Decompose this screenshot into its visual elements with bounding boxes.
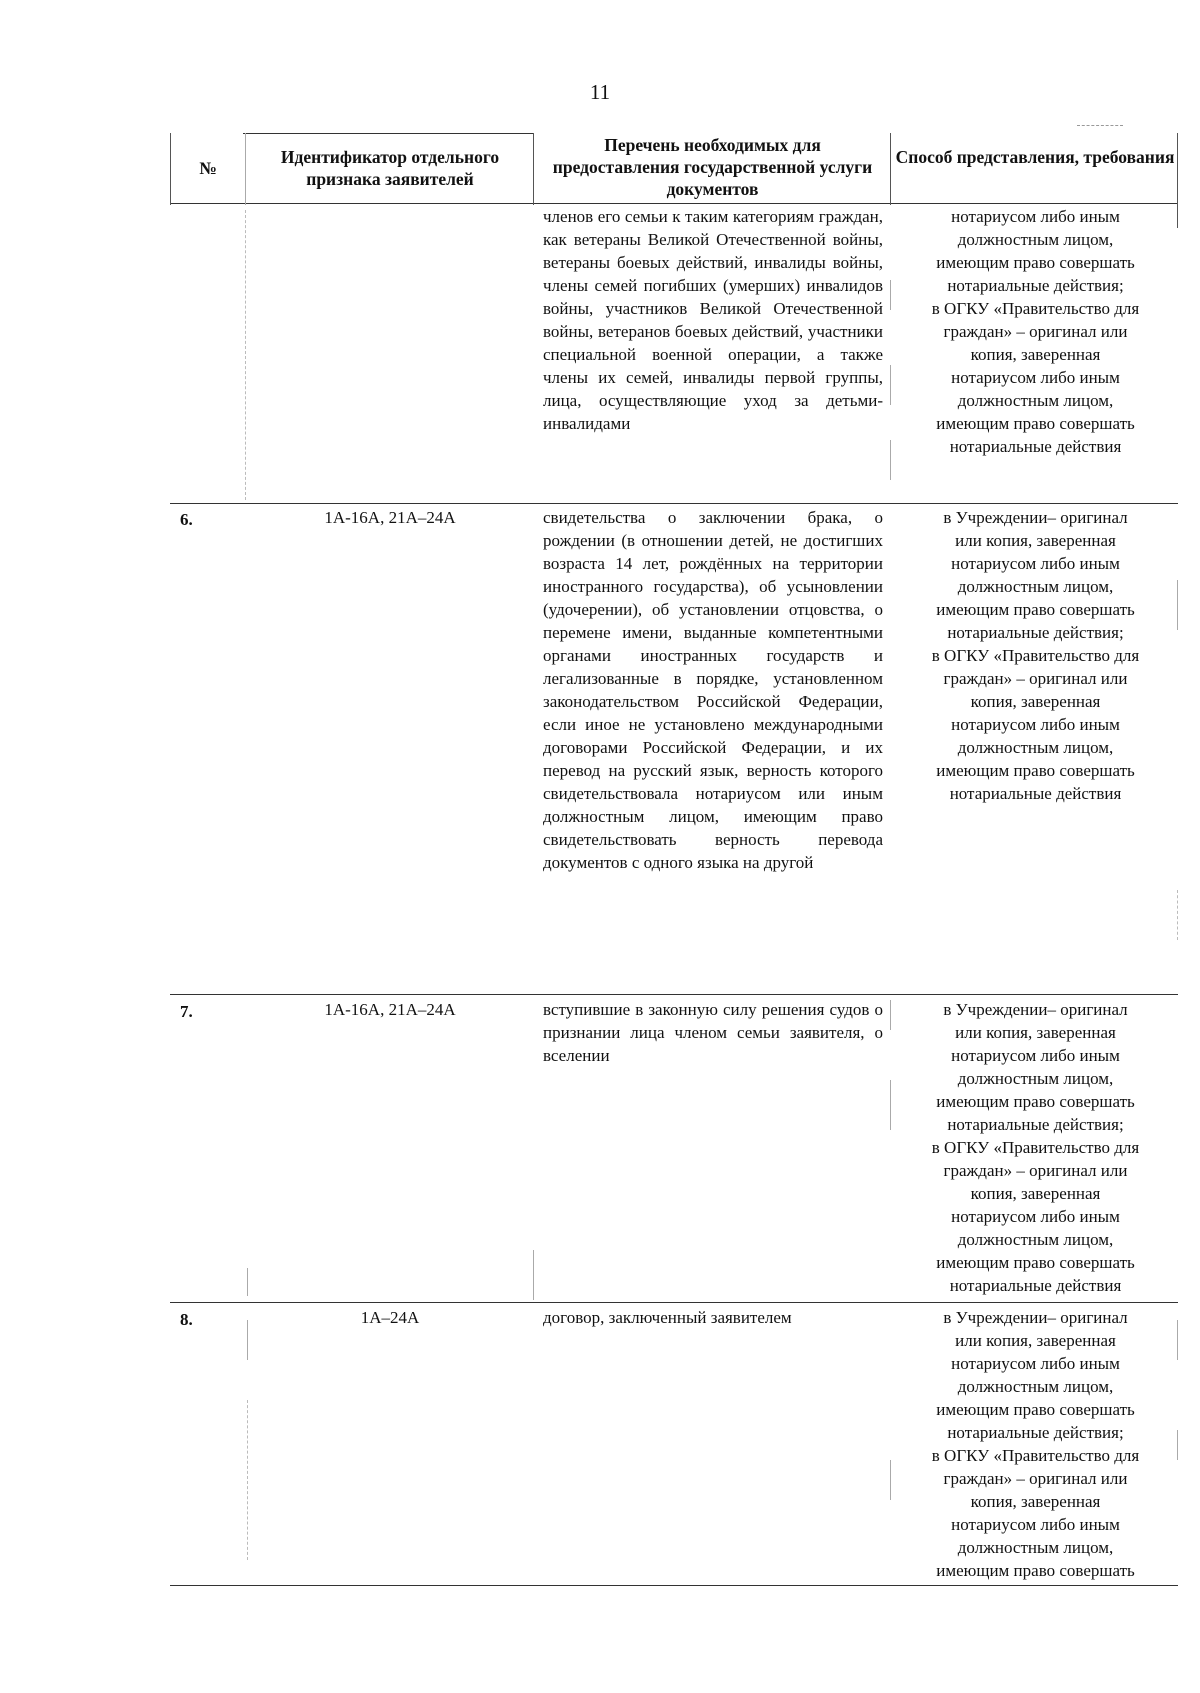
header-documents: Перечень необходимых для предоставления государственной услуги документов	[552, 135, 873, 199]
table-row-identifier: 1А-16А, 21А–24А	[324, 508, 456, 527]
column-border	[247, 1268, 248, 1296]
table-bottom-border	[170, 1585, 1178, 1586]
table-row-documents: договор, заключенный заявителем	[543, 1308, 792, 1327]
column-border	[890, 1000, 891, 1030]
column-border	[890, 133, 891, 205]
column-border	[890, 365, 891, 405]
header-identifier: Идентификатор отдельного признака заявителей	[280, 147, 500, 189]
table-row-documents: свидетельства о заключении брака, о рождении (в отношении детей, не достигших возраста 14 лет, рождённых на территории иностранного государства), об усыновлении (удочерении), об установлении отцовства, о перемене имени, выданные компетентными органами иностранных государств и легализованные в порядке, установленном законодательством Российской Федерации, если иное не установлено международными договорами Российской Федерации, и их перевод на русский язык, верность которого свидетельствовала нотариусом или иным должностным лицом, имеющим право свидетельствовать верность перевода документов с одного языка на другой	[543, 508, 883, 872]
column-border	[890, 1460, 891, 1500]
column-border	[247, 1320, 248, 1360]
table-row-method: в Учреждении– оригинал или копия, заверенная нотариусом либо иным должностным лицом, имеющим право совершать нотариальные действия; в ОГКУ «Правительство для граждан» – оригинал или копия, заверенная нотариусом либо иным должностным лицом, имеющим право совершать нотариальные действия	[931, 508, 1140, 803]
header-num: №	[199, 158, 217, 178]
table-row-documents: вступившие в законную силу решения судов о признании лица членом семьи заявителя, о вселении	[543, 1000, 883, 1065]
column-border	[1177, 890, 1178, 940]
header-bottom-border	[170, 203, 1178, 204]
table-row-method: в Учреждении– оригинал или копия, заверенная нотариусом либо иным должностным лицом, имеющим право совершать нотариальные действия; в ОГКУ «Правительство для граждан» – оригинал или копия, заверенная нотариусом либо иным должностным лицом, имеющим право совершать нотариальные действия	[931, 1000, 1140, 1295]
row-divider	[170, 503, 1178, 504]
column-border	[245, 133, 246, 205]
column-border	[170, 133, 171, 205]
table-top-border	[243, 133, 533, 134]
table-row-num: 7.	[180, 1002, 193, 1021]
table-row-identifier: 1А-16А, 21А–24А	[324, 1000, 456, 1019]
row-divider	[170, 994, 1178, 995]
column-border	[890, 440, 891, 480]
table-row-num: 8.	[180, 1310, 193, 1329]
column-border	[247, 1400, 248, 1560]
table-row-method: в Учреждении– оригинал или копия, заверенная нотариусом либо иным должностным лицом, имеющим право совершать нотариальные действия; в ОГКУ «Правительство для граждан» – оригинал или копия, заверенная нотариусом либо иным должностным лицом, имеющим право совершать	[931, 1308, 1140, 1580]
column-border	[533, 133, 534, 205]
column-border	[245, 210, 246, 500]
column-border	[890, 280, 891, 310]
scan-artifact	[1077, 125, 1123, 126]
table-row-num: 6.	[180, 510, 193, 529]
table-row-documents: членов его семьи к таким категориям граждан, как ветераны Великой Отечественной войны, ветераны боевых действий, инвалиды войны, члены семей погибших (умерших) инвалидов войны, участников Великой Отечественной войны, ветеранов боевых действий, участники специальной военной операции, а также члены их семей, инвалиды первой группы, лица, осуществляющие уход за детьми-инвалидами	[543, 207, 883, 433]
header-method: Способ представления, требования	[895, 147, 1175, 167]
column-border	[533, 1250, 534, 1300]
row-divider	[170, 1302, 1178, 1303]
page-number: 11	[589, 80, 611, 104]
column-border	[890, 1080, 891, 1130]
table-row-identifier: 1А–24А	[360, 1308, 420, 1327]
table-row-method: нотариусом либо иным должностным лицом, имеющим право совершать нотариальные действия; в ОГКУ «Правительство для граждан» – оригинал или копия, заверенная нотариусом либо иным должностным лицом, имеющим право совершать нотариальные действия	[931, 207, 1140, 456]
